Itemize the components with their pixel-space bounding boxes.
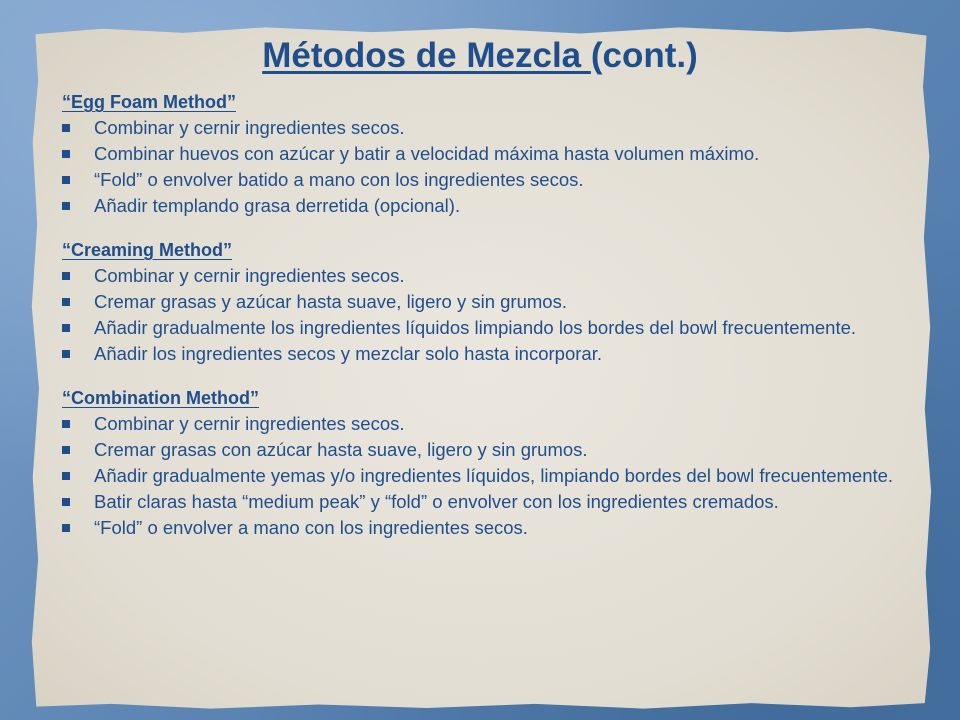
list-item: Añadir gradualmente los ingredientes líquidos limpiando los bordes del bowl frecuentemente. xyxy=(62,318,904,338)
list-item: Añadir templando grasa derretida (opcional). xyxy=(62,196,904,216)
section-combination xyxy=(62,388,904,538)
list-item: Añadir gradualmente yemas y/o ingredientes líquidos, limpiando bordes del bowl frecuentemente. xyxy=(62,466,904,486)
square-bullet-icon xyxy=(62,324,70,332)
list-item: “Fold” o envolver a mano con los ingredientes secos. xyxy=(62,518,904,538)
bullet-list xyxy=(62,414,904,538)
section-heading: “Combination Method” xyxy=(62,388,259,408)
title-suffix: (cont.) xyxy=(590,36,698,75)
bullet-list xyxy=(62,118,904,216)
slide-content xyxy=(62,92,904,544)
section-creaming xyxy=(62,240,904,364)
square-bullet-icon xyxy=(62,298,70,306)
list-item: Cremar grasas con azúcar hasta suave, ligero y sin grumos. xyxy=(62,440,904,460)
list-item: Combinar y cernir ingredientes secos. xyxy=(62,118,904,138)
square-bullet-icon xyxy=(62,150,70,158)
list-item: “Fold” o envolver batido a mano con los ingredientes secos. xyxy=(62,170,904,190)
square-bullet-icon xyxy=(62,202,70,210)
list-item: Batir claras hasta “medium peak” y “fold” o envolver con los ingredientes cremados. xyxy=(62,492,904,512)
list-item: Combinar huevos con azúcar y batir a velocidad máxima hasta volumen máximo. xyxy=(62,144,904,164)
square-bullet-icon xyxy=(62,472,70,480)
square-bullet-icon xyxy=(62,350,70,358)
list-item: Combinar y cernir ingredientes secos. xyxy=(62,414,904,434)
bullet-list xyxy=(62,266,904,364)
square-bullet-icon xyxy=(62,524,70,532)
section-heading: “Egg Foam Method” xyxy=(62,92,236,112)
square-bullet-icon xyxy=(62,420,70,428)
square-bullet-icon xyxy=(62,176,70,184)
section-heading: “Creaming Method” xyxy=(62,240,233,260)
list-item: Cremar grasas y azúcar hasta suave, ligero y sin grumos. xyxy=(62,292,904,312)
section-egg-foam xyxy=(62,92,904,216)
square-bullet-icon xyxy=(62,498,70,506)
square-bullet-icon xyxy=(62,272,70,280)
list-item: Combinar y cernir ingredientes secos. xyxy=(62,266,904,286)
page-title xyxy=(0,36,960,76)
square-bullet-icon xyxy=(62,124,70,132)
title-main: Métodos de Mezcla xyxy=(262,36,591,75)
square-bullet-icon xyxy=(62,446,70,454)
list-item: Añadir los ingredientes secos y mezclar solo hasta incorporar. xyxy=(62,344,904,364)
